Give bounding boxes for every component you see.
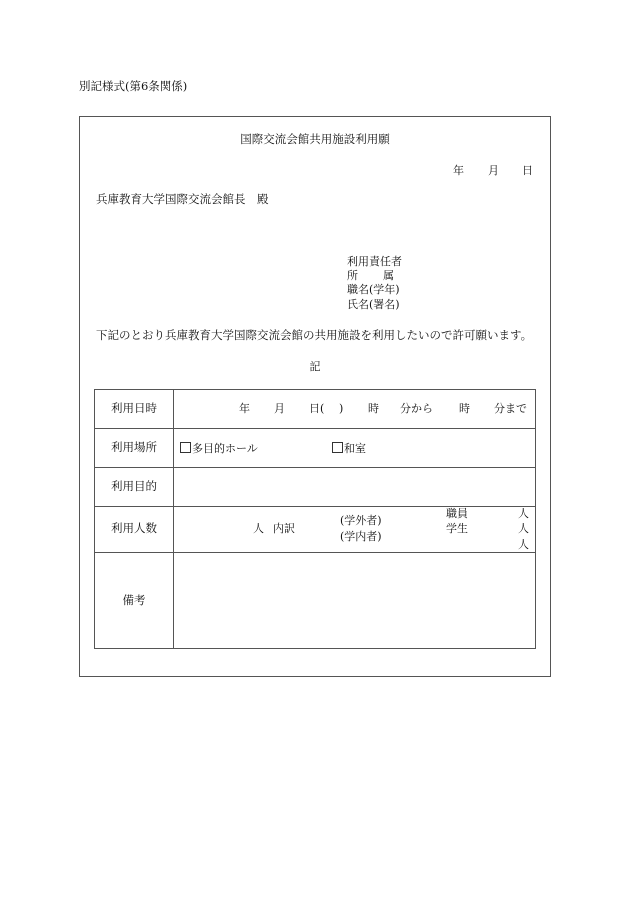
datetime-hour-from[interactable]: 時: [368, 402, 379, 415]
place-option-hall[interactable]: [180, 442, 258, 454]
applicant-affiliation-label: 所 属: [347, 269, 395, 282]
datetime-month[interactable]: 月: [274, 402, 285, 415]
applicant-position-label: 職名(学年): [347, 283, 400, 296]
remarks-field[interactable]: [174, 553, 535, 648]
form-title: 国際交流会館共用施設利用願: [240, 132, 390, 146]
checkbox-washitsu[interactable]: [332, 442, 343, 453]
remarks-header: 備考: [122, 593, 146, 607]
applicant-name-label: 氏名(署名): [347, 298, 400, 311]
count-breakdown-label: 内訳: [273, 522, 295, 535]
count-persons-unit: 人: [253, 522, 264, 535]
place-option-washitsu-label: 和室: [344, 442, 366, 455]
count-unit-staff: 人: [518, 522, 529, 535]
datetime-year[interactable]: 年: [239, 402, 250, 415]
count-external-label: (学外者): [340, 514, 382, 527]
count-student-label: 学生: [446, 522, 468, 535]
addressee: 兵庫教育大学国際交流会館長 殿: [96, 192, 269, 206]
date-month: 月: [488, 164, 499, 177]
datetime-header: 利用日時: [111, 401, 157, 415]
date-year: 年: [453, 164, 464, 177]
datetime-minute-from[interactable]: 分から: [400, 402, 433, 415]
form-label: 別記様式(第6条関係): [79, 79, 188, 93]
count-unit-student: 人: [518, 538, 529, 551]
place-option-hall-label: 多目的ホール: [192, 442, 258, 455]
count-internal-label: (学内者): [340, 530, 382, 543]
checkbox-hall[interactable]: [180, 442, 191, 453]
purpose-header: 利用目的: [111, 479, 157, 493]
count-unit-external: 人: [518, 507, 529, 520]
request-text: 下記のとおり兵庫教育大学国際交流会館の共用施設を利用したいので許可願います。: [96, 328, 533, 342]
purpose-field[interactable]: [174, 468, 535, 506]
count-staff-label: 職員: [446, 507, 468, 520]
application-table: [94, 389, 536, 649]
datetime-hour-to[interactable]: 時: [459, 402, 470, 415]
datetime-minute-to[interactable]: 分まで: [494, 402, 527, 415]
datetime-day[interactable]: 日(: [309, 402, 325, 415]
applicant-responsible-label: 利用責任者: [347, 255, 402, 268]
place-option-washitsu[interactable]: [332, 442, 366, 454]
count-header: 利用人数: [111, 521, 157, 535]
date-day: 日: [522, 164, 533, 177]
datetime-weekday-close: ): [339, 402, 344, 415]
place-header: 利用場所: [111, 440, 157, 454]
ki-label: 記: [309, 360, 321, 373]
